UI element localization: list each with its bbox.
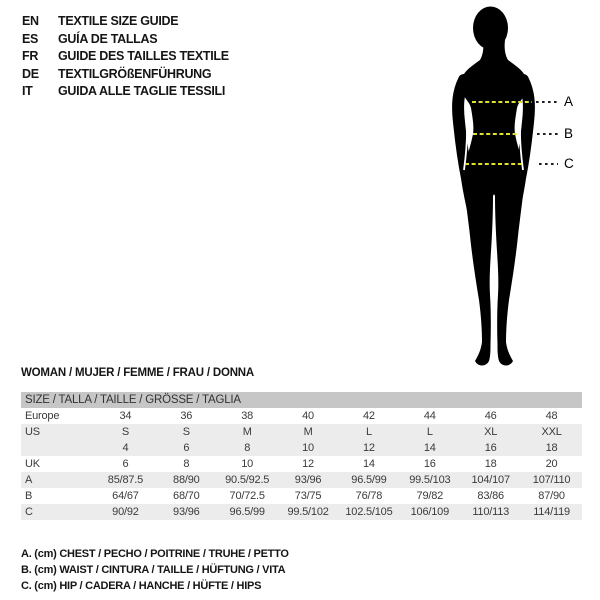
size-cell: 64/67 bbox=[112, 490, 139, 502]
size-cell: 73/75 bbox=[294, 490, 322, 502]
size-cell: 76/78 bbox=[355, 490, 383, 502]
table-row bbox=[21, 440, 582, 456]
row-label: B bbox=[25, 490, 33, 502]
size-cell: 96.5/99 bbox=[229, 506, 265, 518]
language-row bbox=[22, 48, 229, 66]
table-row bbox=[21, 424, 582, 440]
table-row bbox=[21, 488, 582, 504]
row-label: A bbox=[25, 474, 33, 486]
size-cell: 16 bbox=[423, 458, 436, 470]
legend-line: B. (cm) WAIST / CINTURA / TAILLE / HÜFTUNG / VITA bbox=[21, 564, 286, 576]
language-code: FR bbox=[22, 49, 39, 63]
size-cell: 4 bbox=[122, 442, 129, 454]
size-cell: 44 bbox=[423, 410, 436, 422]
size-cell: 93/96 bbox=[294, 474, 322, 486]
table-row bbox=[21, 472, 582, 488]
language-code: IT bbox=[22, 84, 33, 98]
row-label bbox=[21, 440, 95, 456]
size-cell: 107/110 bbox=[532, 474, 571, 486]
language-code: EN bbox=[22, 14, 39, 28]
row-label: Europe bbox=[25, 410, 60, 422]
size-cell: 102.5/105 bbox=[345, 506, 393, 518]
size-cell: 40 bbox=[302, 410, 314, 422]
language-title: TEXTILE SIZE GUIDE bbox=[58, 14, 179, 28]
size-cell: 46 bbox=[484, 410, 497, 422]
size-cell: 18 bbox=[484, 458, 497, 470]
size-cell: 90/92 bbox=[112, 506, 139, 518]
size-cell: L bbox=[426, 426, 433, 438]
size-cell: XXL bbox=[541, 426, 562, 438]
size-cell: 18 bbox=[545, 442, 558, 454]
language-row bbox=[22, 31, 229, 49]
language-code: DE bbox=[22, 66, 39, 81]
language-row bbox=[22, 13, 229, 31]
legend-line: C. (cm) HIP / CADERA / HANCHE / HÜFTE / HIPS bbox=[21, 580, 262, 592]
size-table-header: SIZE / TALLA / TAILLE / GRÖSSE / TAGLIA bbox=[21, 392, 582, 408]
size-cell: 114/119 bbox=[533, 506, 570, 518]
size-cell: 14 bbox=[363, 458, 375, 470]
size-cell: 6 bbox=[122, 458, 129, 470]
row-label: UK bbox=[25, 458, 40, 470]
language-title: GUÍA DE TALLAS bbox=[58, 31, 158, 46]
measure-letter: A bbox=[564, 94, 574, 109]
size-cell: S bbox=[121, 426, 129, 438]
size-cell: 6 bbox=[183, 442, 190, 454]
size-cell: 42 bbox=[363, 410, 375, 422]
language-code: ES bbox=[22, 31, 39, 46]
size-cell: 48 bbox=[545, 410, 558, 422]
table-row bbox=[21, 408, 582, 424]
size-cell: XL bbox=[484, 426, 498, 438]
size-cell: 68/70 bbox=[173, 490, 200, 502]
size-cell: 8 bbox=[244, 442, 251, 454]
section-title: WOMAN / MUJER / FEMME / FRAU / DONNA bbox=[21, 367, 255, 379]
measurement-legend bbox=[21, 546, 289, 594]
measure-letter: B bbox=[564, 126, 574, 141]
size-cell: 34 bbox=[119, 410, 132, 422]
size-cell: 85/87.5 bbox=[107, 474, 144, 486]
table-row bbox=[21, 456, 582, 472]
size-table bbox=[21, 392, 582, 520]
size-cell: 16 bbox=[484, 442, 497, 454]
size-cell: 10 bbox=[302, 442, 314, 454]
size-cell: M bbox=[303, 426, 313, 438]
language-title: TEXTILGRÖßENFÜHRUNG bbox=[58, 66, 212, 81]
size-table-body bbox=[21, 408, 582, 520]
language-title: GUIDE DES TAILLES TEXTILE bbox=[58, 49, 229, 63]
measure-letter: C bbox=[564, 156, 574, 171]
size-cell: 20 bbox=[545, 458, 558, 470]
size-cell: 12 bbox=[363, 442, 375, 454]
size-cell: 10 bbox=[241, 458, 254, 470]
row-label: US bbox=[25, 426, 40, 438]
size-cell: 106/109 bbox=[410, 506, 449, 518]
size-cell: L bbox=[365, 426, 372, 438]
language-list bbox=[22, 13, 229, 101]
size-cell: 83/86 bbox=[477, 490, 504, 502]
size-cell: 8 bbox=[183, 458, 190, 470]
size-cell: 79/82 bbox=[416, 490, 444, 502]
size-cell: 88/90 bbox=[173, 474, 200, 486]
size-cell: 90.5/92.5 bbox=[225, 474, 270, 486]
size-cell: 14 bbox=[423, 442, 436, 454]
size-cell: 87/90 bbox=[538, 490, 565, 502]
size-cell: 99.5/103 bbox=[409, 474, 451, 486]
size-cell: 99.5/102 bbox=[287, 506, 329, 518]
woman-silhouette-figure bbox=[420, 0, 600, 380]
language-row bbox=[22, 83, 229, 101]
legend-line: A. (cm) CHEST / PECHO / POITRINE / TRUHE / PETTO bbox=[21, 548, 289, 560]
size-cell: S bbox=[182, 426, 190, 438]
size-cell: 38 bbox=[241, 410, 254, 422]
size-cell: 70/72.5 bbox=[229, 490, 265, 502]
size-cell: 12 bbox=[302, 458, 314, 470]
size-cell: 93/96 bbox=[173, 506, 200, 518]
woman-silhouette bbox=[420, 0, 600, 380]
size-cell: 96.5/99 bbox=[351, 474, 387, 486]
size-cell: M bbox=[242, 426, 252, 438]
row-label: C bbox=[25, 506, 33, 518]
language-title: GUIDA ALLE TAGLIE TESSILI bbox=[58, 84, 226, 98]
table-row bbox=[21, 504, 582, 520]
size-cell: 36 bbox=[180, 410, 193, 422]
size-cell: 104/107 bbox=[471, 474, 510, 486]
language-row bbox=[22, 66, 229, 84]
size-cell: 110/113 bbox=[472, 506, 510, 518]
